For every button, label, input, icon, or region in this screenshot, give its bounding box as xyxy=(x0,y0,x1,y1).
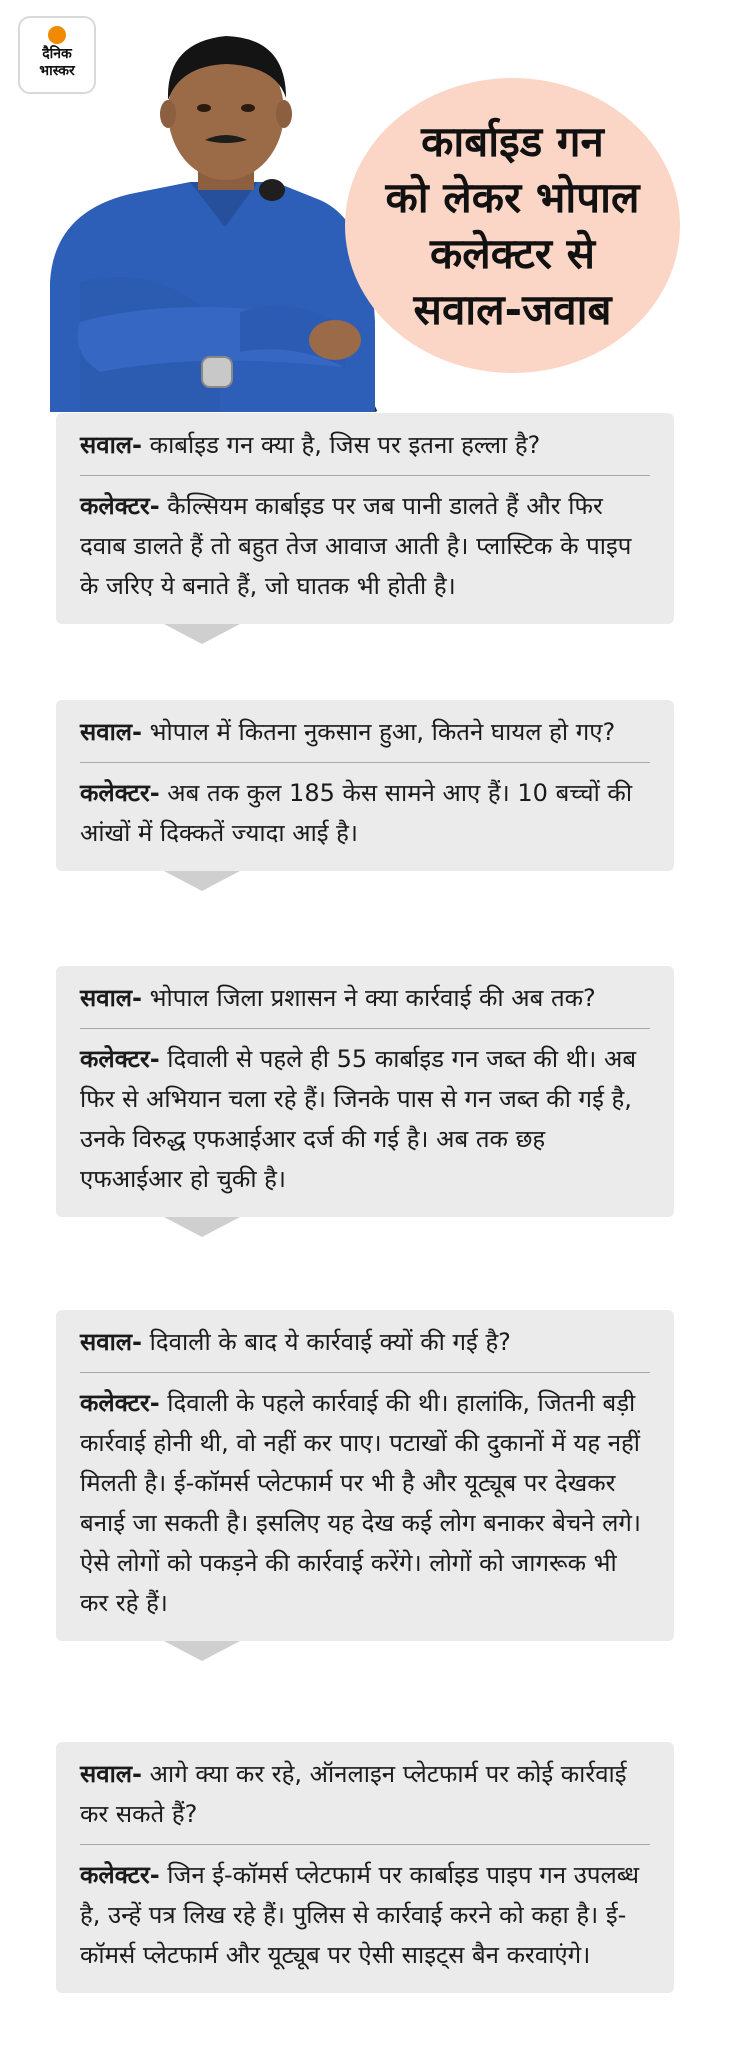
answer-text: अब तक कुल 185 केस सामने आए हैं। 10 बच्चों की आंखों में दिक्कतें ज्यादा आई है। xyxy=(80,779,633,847)
card-pointer xyxy=(164,1641,240,1661)
answer-text: दिवाली के पहले कार्रवाई की थी। हालांकि, जितनी बड़ी कार्रवाई होनी थी, वो नहीं कर पाए। पटाखों की दुकानों में यह नहीं मिलती है। ई-कॉमर्स प्लेटफार्म पर भी है और यूट्यूब पर देखकर बनाई जा सकती है। इसलिए यह देख कई लोग बनाकर बेचने लगे। ऐसे लोगों को पकड़ने की कार्रवाई करेंगे। लोगों को जागरूक भी कर रहे हैं। xyxy=(80,1389,642,1617)
answer xyxy=(80,1383,650,1623)
question xyxy=(80,1322,650,1373)
answer-label: कलेक्टर- xyxy=(80,492,160,520)
title-line-1: कार्बाइड गन xyxy=(421,116,604,166)
question-text: आगे क्या कर रहे, ऑनलाइन प्लेटफार्म पर कोई कार्रवाई कर सकते हैं? xyxy=(80,1760,627,1828)
question xyxy=(80,1754,650,1845)
title-line-3: कलेक्टर से xyxy=(430,228,595,278)
qa-card-5 xyxy=(56,1742,674,1993)
question-label: सवाल- xyxy=(80,984,143,1012)
answer xyxy=(80,773,650,853)
question xyxy=(80,978,650,1029)
card-pointer xyxy=(164,624,240,644)
question-label: सवाल- xyxy=(80,1760,143,1788)
question-text: भोपाल जिला प्रशासन ने क्या कार्रवाई की अब तक? xyxy=(142,984,596,1012)
title-line-2: को लेकर भोपाल xyxy=(385,172,640,222)
answer xyxy=(80,1039,650,1199)
title-circle xyxy=(345,78,680,373)
question-text: दिवाली के बाद ये कार्रवाई क्यों की गई है? xyxy=(142,1328,511,1356)
answer xyxy=(80,486,650,606)
answer-text: जिन ई-कॉमर्स प्लेटफार्म पर कार्बाइड पाइप गन उपलब्ध है, उन्हें पत्र लिख रहे हैं। पुलिस से कार्रवाई करने को कहा है। ई-कॉमर्स प्लेटफार्म और यूट्यूब पर ऐसी साइट्स बैन करवाएंगे। xyxy=(80,1861,640,1969)
answer-text: दिवाली से पहले ही 55 कार्बाइड गन जब्त की थी। अब फिर से अभियान चला रहे हैं। जिनके पास से गन जब्त की गई है, उनके विरुद्ध एफआईआर दर्ज की गई है। अब तक छह एफआईआर हो चुकी है। xyxy=(80,1045,637,1193)
question-label: सवाल- xyxy=(80,431,143,459)
answer xyxy=(80,1855,650,1975)
answer-label: कलेक्टर- xyxy=(80,779,160,807)
logo-line-2: भास्कर xyxy=(39,63,75,79)
card-pointer xyxy=(164,871,240,891)
qa-card-1 xyxy=(56,413,674,624)
answer-text: कैल्सियम कार्बाइड पर जब पानी डालते हैं और फिर दवाब डालते हैं तो बहुत तेज आवाज आती है। प्लास्टिक के पाइप के जरिए ये बनाते हैं, जो घातक भी होती है। xyxy=(80,492,632,600)
qa-card-4 xyxy=(56,1310,674,1641)
title-line-4: सवाल-जवाब xyxy=(413,284,612,334)
question-label: सवाल- xyxy=(80,718,143,746)
question-text: कार्बाइड गन क्या है, जिस पर इतना हल्ला है? xyxy=(142,431,541,459)
qa-card-3 xyxy=(56,966,674,1217)
answer-label: कलेक्टर- xyxy=(80,1389,160,1417)
answer-label: कलेक्टर- xyxy=(80,1861,160,1889)
answer-label: कलेक्टर- xyxy=(80,1045,160,1073)
question-label: सवाल- xyxy=(80,1328,143,1356)
card-pointer xyxy=(164,1217,240,1237)
question xyxy=(80,712,650,763)
question xyxy=(80,425,650,476)
question-text: भोपाल में कितना नुकसान हुआ, कितने घायल हो गए? xyxy=(142,718,616,746)
logo-line-1: दैनिक xyxy=(42,46,72,62)
qa-card-2 xyxy=(56,700,674,871)
